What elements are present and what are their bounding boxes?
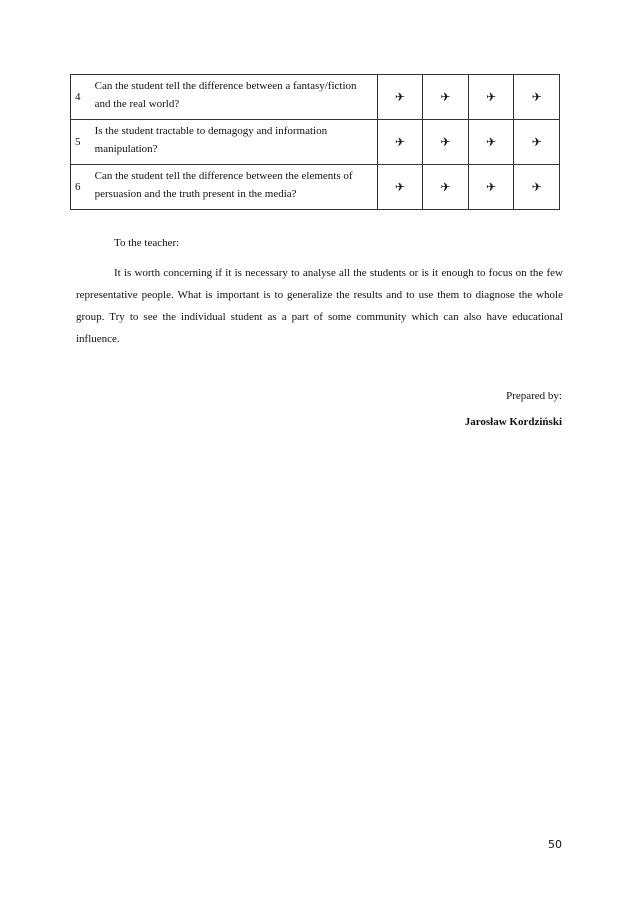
survey-table <box>70 74 560 210</box>
row-number: 6 <box>71 165 89 210</box>
plane-icon: ✈ <box>423 165 469 210</box>
table-row <box>71 165 560 210</box>
plane-icon: ✈ <box>468 165 514 210</box>
prepared-by-label: Prepared by: <box>506 390 562 402</box>
plane-icon: ✈ <box>514 120 560 165</box>
author-name: Jarosław Kordziński <box>464 416 562 428</box>
plane-icon: ✈ <box>468 120 514 165</box>
plane-icon: ✈ <box>423 120 469 165</box>
question-text: Is the student tractable to demagogy and information manipulation? <box>89 120 377 165</box>
plane-icon: ✈ <box>468 75 514 120</box>
row-number: 4 <box>71 75 89 120</box>
plane-icon: ✈ <box>377 165 423 210</box>
question-text: Can the student tell the difference between the elements of persuasion and the truth present in the media? <box>89 165 377 210</box>
plane-icon: ✈ <box>514 75 560 120</box>
note-heading: To the teacher: <box>114 237 180 249</box>
note-body: It is worth concerning if it is necessary to analyse all the students or is it enough to focus on the few representative people. What is important is to generalize the results and to use them to diagnose the whole group. Try to see the individual student as a part of some community which can also have educational influence. <box>76 267 563 345</box>
plane-icon: ✈ <box>514 165 560 210</box>
table-row <box>71 120 560 165</box>
plane-icon: ✈ <box>377 120 423 165</box>
plane-icon: ✈ <box>423 75 469 120</box>
question-text: Can the student tell the difference between a fantasy/fiction and the real world? <box>89 75 377 120</box>
row-number: 5 <box>71 120 89 165</box>
page-number: 50 <box>548 838 562 851</box>
table-row <box>71 75 560 120</box>
plane-icon: ✈ <box>377 75 423 120</box>
